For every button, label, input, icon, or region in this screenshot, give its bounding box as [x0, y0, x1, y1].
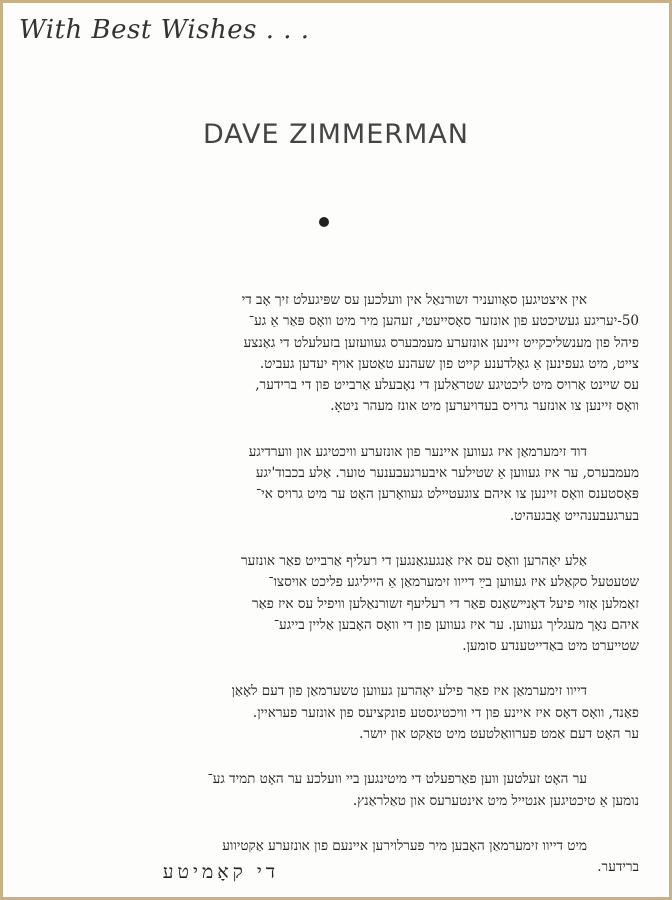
text-line: אין איצטיגען סאָוועניר זשורנאַל אין וועלכען עס שפּיגעלט זיך אָב די — [241, 292, 587, 308]
paragraph-5 — [41, 769, 639, 812]
text-line: בערגעבענהייט אָבגעהיט. — [509, 507, 639, 524]
text-line: מיט דייוו זימערמאַן האָבען מיר פערלוירען איינעם פון אונזערע אַקטיווע — [222, 837, 587, 854]
text-line: דוד זימערמאַן איז געווען איינער פון אונזערע וויכטיגע און ווערדיגע — [248, 443, 587, 460]
text-line: פאַנד, וואָס דאָס איז איינע פון די וויכטיגסטע פונקציעס פון אונזער פעראיין. — [252, 704, 639, 721]
text-line: שטעטעל סקאַלע איז געווען בײַ דייוו זימערמאַן אַ הייליגע פליכט אויסצו־ — [268, 574, 639, 591]
honoree-name: DAVE ZIMMERMAN — [202, 119, 469, 150]
committee-signature: די קאָמיטע — [162, 861, 279, 883]
paragraph-3 — [41, 551, 639, 657]
text-line: שטייערט מיט באַדייטענדע סומען. — [462, 638, 639, 655]
tribute-text — [41, 290, 639, 900]
text-line: צייט, מיט געפינען אַ גאָלדענע קייט פון שעהנע טאַטען אויף יעדען געביט. — [259, 355, 639, 372]
greeting-header: With Best Wishes . . . — [19, 15, 310, 45]
text-line: מעמבערס, ער איז געווען אַ שטילער איבערגעבענער טוער. אַלע בכבוד'יגע — [255, 465, 639, 482]
text-line: עס שיינט אַרויס מיט ליכטיגע שטראַלען די נאָבעלע אַרבייט פון די ברידער, — [255, 377, 639, 394]
text-line: וואָס זיינען צו אונזער גרויס בעדויערען מיט אונז מעהר ניטאָ. — [330, 398, 639, 415]
text-line: זאַמלען אַזוי פיעל דאָנײשאַנס פאַר די רעליעף זשורנאַלען וויפיל עס איז פאַר — [251, 595, 639, 612]
paragraph-4 — [41, 681, 639, 745]
text-line: פיהל פון מענשליכקייט זיינען אונזערע מעמבערס געוועזען בזעלעלט די גאַנצע — [243, 334, 639, 351]
text-line: פּאָסטענס וואָס זיינען צו איהם צוגעטיילט געוואָרען האָט ער מיט גרויס אי־ — [256, 486, 639, 503]
ornament-dot — [319, 217, 329, 227]
text-line: דייוו זימערמאַן איז פאַר פילע יאָהרען געווען טשערמאַן פון דעם לאָאַן — [231, 683, 587, 700]
text-line: אַלע יאָהרען וואָס עס איז אַנגעגאַנגען די רעליף אַרבייט פאַר אונזער — [241, 552, 587, 569]
paragraph-1 — [41, 290, 639, 418]
text-line: ער האָט דעם אַמט פערוואַלטעט מיט טאַקט און יושר. — [359, 726, 639, 743]
paragraph-2 — [41, 442, 639, 527]
text-line: איהם נאָך מעגליך געווען. ער איז געווען פון די וואָס האָבען אַליין בייגע־ — [273, 616, 639, 633]
text-line: 50-יעריגע געשיכטע פון אונזער סאָסייעטי, זעהען מיר מיט וואָס פּאַר אַ גע־ — [248, 313, 639, 330]
text-line: נומען אַ טיכטיגען אנטייל מיט אינטערעס און טאַלראַנץ. — [352, 792, 639, 809]
text-line: ער האָט זעלטען ווען פאַרפעלט די מיטינגען ביי וועלכע ער האָט תמיד גע־ — [207, 771, 587, 788]
text-line: ברידער. — [597, 859, 639, 876]
